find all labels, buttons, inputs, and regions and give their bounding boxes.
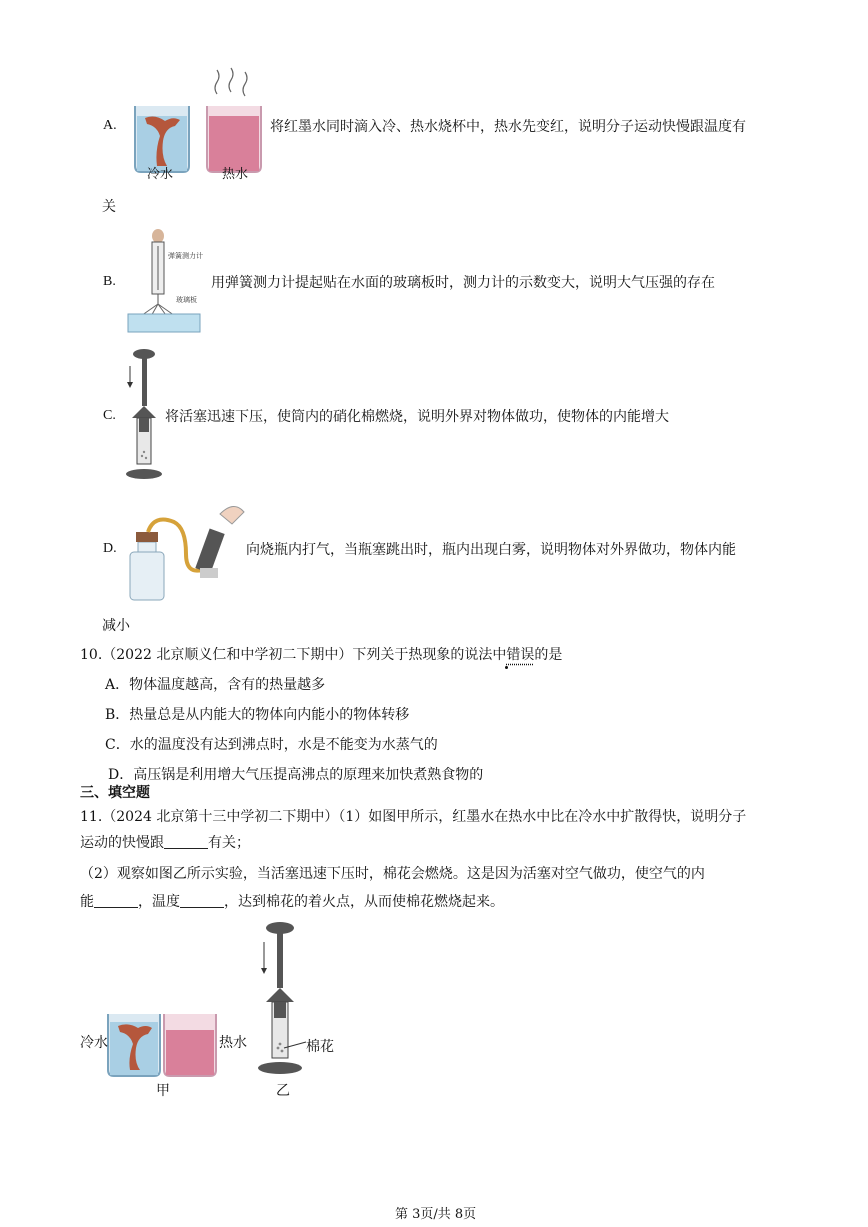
q11-line4-post: ，达到棉花的着火点，从而使棉花燃烧起来。 <box>224 894 504 910</box>
option-b-text: 用弹簧测力计提起贴在水面的玻璃板时，测力计的示数变大，说明大气压强的存在 <box>211 275 715 291</box>
figure-yi-piston <box>254 918 314 1080</box>
q10-stem <box>80 646 562 664</box>
q10-stem-emph: 错误 <box>506 647 535 663</box>
option-b-letter: B. <box>103 274 116 289</box>
fig-cotton-label: 棉花 <box>306 1039 334 1055</box>
section-heading: 三、填空题 <box>80 785 150 801</box>
q11-line4 <box>80 893 504 911</box>
figure-jia-beakers <box>104 1010 224 1080</box>
answer-blank-1[interactable] <box>164 834 208 849</box>
q11-line2 <box>80 834 250 852</box>
option-d-continuation: 减小 <box>102 618 130 634</box>
q10-stem-pre: 10.（2022 北京顺义仁和中学初二下期中）下列关于热现象的说法中 <box>80 647 507 663</box>
option-d-letter: D. <box>103 541 117 556</box>
q11-line3: （2）观察如图乙所示实验，当活塞迅速下压时，棉花会燃烧。这是因为活塞对空气做功，使空气的内 <box>80 866 705 882</box>
piston-cylinder-figure <box>124 346 164 482</box>
answer-blank-3[interactable] <box>180 893 224 908</box>
cold-beaker <box>135 106 189 172</box>
q11-line1: 11.（2024 北京第十三中学初二下期中）（1）如图甲所示，红墨水在热水中比在冷水中扩散得快，说明分子 <box>80 809 747 825</box>
option-a-text: 将红墨水同时滴入冷、热水烧杯中，热水先变红，说明分子运动快慢跟温度有 <box>270 119 746 135</box>
q10-option-b: B．热量总是从内能大的物体向内能小的物体转移 <box>105 707 410 723</box>
fig-yi-label: 乙 <box>276 1083 290 1099</box>
flask-pump-figure <box>124 494 248 602</box>
option-c-letter: C. <box>103 408 116 423</box>
q10-stem-post: 的是 <box>534 647 563 663</box>
option-c-text: 将活塞迅速下压，使筒内的硝化棉燃烧，说明外界对物体做功，使物体的内能增大 <box>165 409 669 425</box>
hot-beaker <box>207 68 261 172</box>
option-a-continuation: 关 <box>102 199 116 215</box>
fig-cold-label: 冷水 <box>80 1035 108 1051</box>
q11-line4-mid: ，温度 <box>138 894 180 910</box>
q10-option-c: C．水的温度没有达到沸点时，水是不能变为水蒸气的 <box>105 737 438 753</box>
q10-option-a: A．物体温度越高，含有的热量越多 <box>105 677 326 693</box>
fig-jia-label: 甲 <box>156 1083 170 1099</box>
fig-hot-label: 热水 <box>219 1035 247 1051</box>
scale-label: 弹簧测力计 <box>168 252 203 260</box>
plate-label: 玻璃板 <box>176 296 197 304</box>
q11-line2-pre: 运动的快慢跟 <box>80 835 164 851</box>
q11-line2-post: 有关； <box>208 835 250 851</box>
answer-blank-2[interactable] <box>94 893 138 908</box>
hot-water-label: 热水 <box>222 167 249 182</box>
q11-line4-pre: 能 <box>80 894 94 910</box>
q10-option-d: D．高压锅是利用增大气压提高沸点的原理来加快煮熟食物的 <box>108 767 484 783</box>
cold-water-label: 冷水 <box>147 167 174 182</box>
page-footer: 第 3页/共 8页 <box>395 1207 477 1222</box>
option-d-text: 向烧瓶内打气，当瓶塞跳出时，瓶内出现白雾，说明物体对外界做功，物体内能 <box>246 542 736 558</box>
spring-scale-figure <box>124 226 208 334</box>
option-a-letter: A. <box>103 118 117 133</box>
